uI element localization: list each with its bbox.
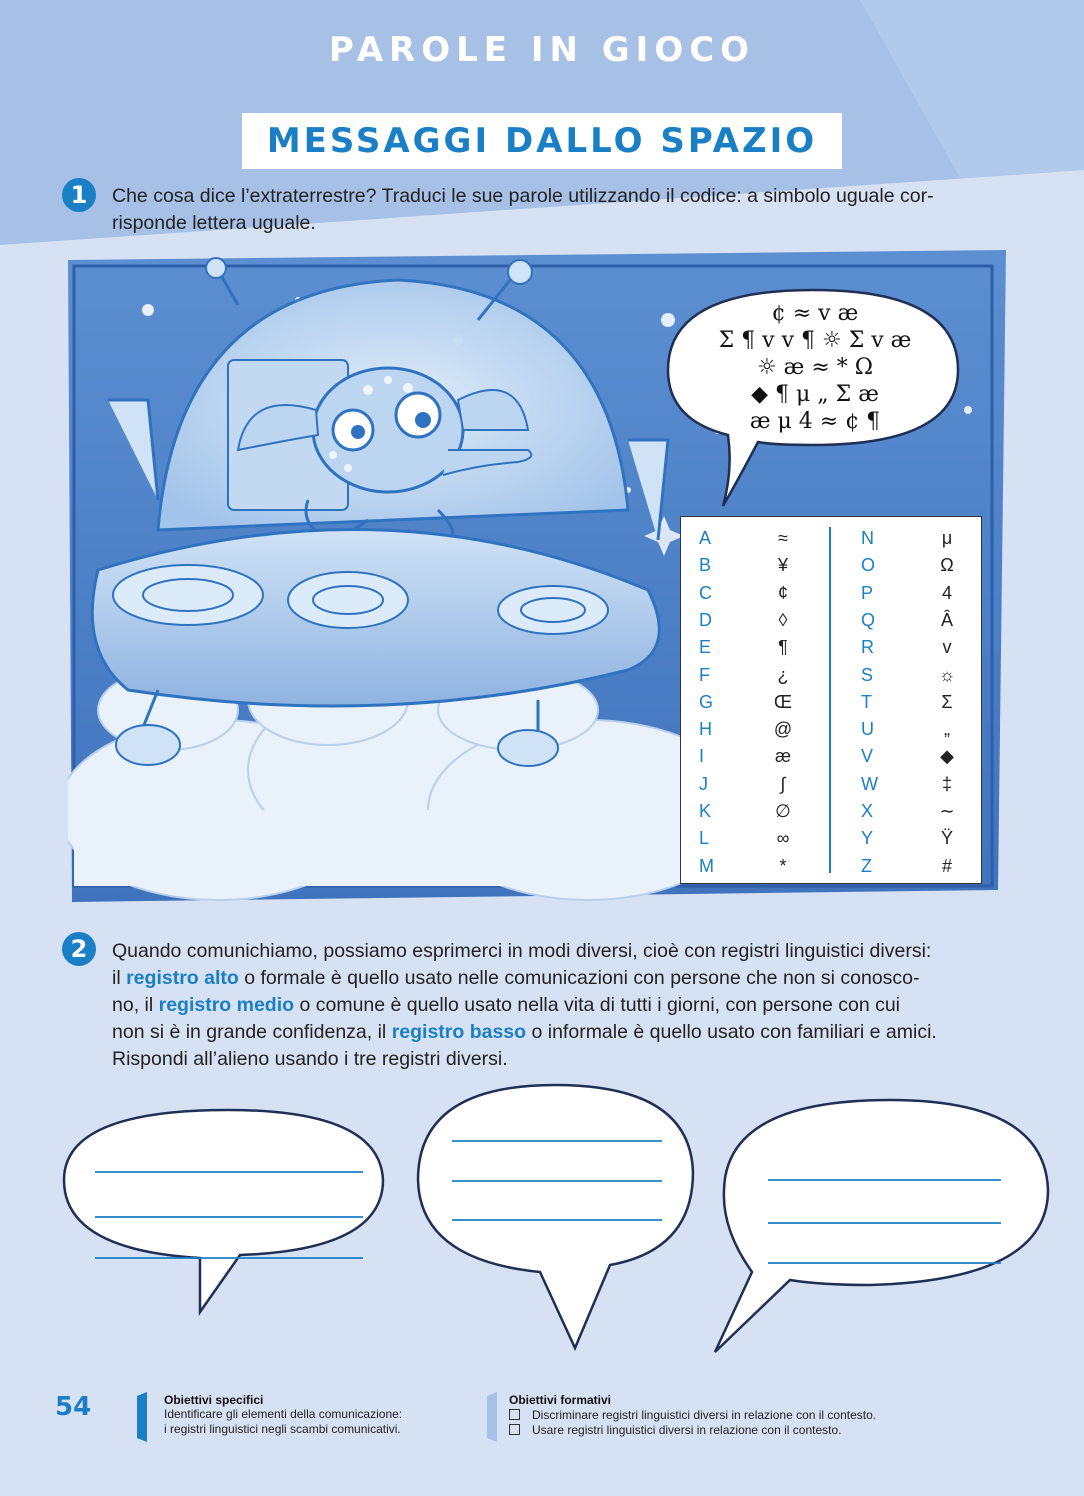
section-title: PAROLE IN GIOCO xyxy=(328,30,756,70)
text-span: o comune è quello usato nella vita di tutti i giorni, con persone con cui xyxy=(294,994,901,1016)
specific-objective-line: Identificare gli elementi della comunicazione: xyxy=(164,1407,403,1421)
keyword-registro-basso: registro basso xyxy=(391,1021,527,1043)
code-letter: J xyxy=(699,773,708,794)
speech-line: ¢ ≈ v æ xyxy=(771,301,859,326)
code-symbol: ≈ xyxy=(778,528,788,548)
code-symbol: „ xyxy=(944,719,950,740)
code-letter: X xyxy=(861,801,874,821)
exercise-1-line2: risponde lettera uguale. xyxy=(112,212,316,234)
keyword-registro-alto: registro alto xyxy=(126,967,239,989)
code-letter: Y xyxy=(861,828,874,849)
page-title: MESSAGGI DALLO SPAZIO xyxy=(266,121,818,161)
answer-bubble-high[interactable] xyxy=(64,1110,383,1312)
code-letter: E xyxy=(699,637,712,658)
exercise-2-badge: 2 xyxy=(62,932,96,966)
code-symbol: Â xyxy=(940,609,953,630)
code-symbol: Ω xyxy=(940,555,954,576)
code-symbol: ¶ xyxy=(778,637,788,658)
checkbox[interactable] xyxy=(509,1424,520,1435)
code-letter: Z xyxy=(861,855,872,876)
code-letter: I xyxy=(699,746,705,767)
text-span: o informale è quello usato con familiari e amici. xyxy=(526,1021,937,1043)
code-letter: O xyxy=(861,555,876,576)
code-letter: F xyxy=(699,664,710,685)
code-symbol: ∅ xyxy=(775,801,791,821)
code-letter: A xyxy=(699,528,712,548)
code-symbol: ¢ xyxy=(777,582,788,603)
code-letter: Q xyxy=(861,609,876,630)
code-symbol: * xyxy=(779,855,787,876)
keyword-registro-medio: registro medio xyxy=(158,994,295,1016)
code-letter: G xyxy=(699,691,714,712)
code-letter: T xyxy=(861,691,872,712)
code-letter: S xyxy=(861,664,874,685)
text-span: no, il xyxy=(112,994,159,1016)
code-symbol: ◊ xyxy=(778,609,788,630)
page-number: 54 xyxy=(55,1392,92,1422)
specific-objective-line: i registri linguistici negli scambi comunicativi. xyxy=(164,1422,401,1436)
formative-objective-text: Discriminare registri linguistici diversi in relazione con il contesto. xyxy=(532,1408,877,1422)
code-symbol: æ xyxy=(774,746,791,767)
specific-objectives-marker xyxy=(137,1392,147,1442)
answer-bubble-low[interactable] xyxy=(715,1100,1048,1352)
formative-objectives-title: Obiettivi formativi xyxy=(509,1393,612,1407)
text-span: o formale è quello usato nelle comunicazioni con persone che non si conosco- xyxy=(238,967,920,989)
speech-line: Σ ¶ v v ¶ ☼ Σ v æ xyxy=(718,328,912,353)
code-symbol: ¿ xyxy=(777,664,789,685)
code-letter: C xyxy=(699,582,712,603)
exercise-2-line2 xyxy=(112,965,1052,992)
code-letter: D xyxy=(699,609,712,630)
code-symbol: μ xyxy=(941,528,953,548)
formative-objective-text: Usare registri linguistici diversi in relazione con il contesto. xyxy=(532,1423,842,1437)
code-letter: B xyxy=(699,555,712,576)
page-title-box xyxy=(242,113,842,169)
speech-line: ☼ æ ≈ * Ω xyxy=(756,355,874,380)
exercise-1-text xyxy=(112,183,1032,237)
code-letter: N xyxy=(861,528,874,548)
code-letter: U xyxy=(861,719,874,740)
exercise-2-line3 xyxy=(112,992,1052,1019)
code-table-divider xyxy=(829,527,831,873)
code-symbol: ◆ xyxy=(940,746,954,767)
code-symbol: ∼ xyxy=(939,801,955,821)
formative-objectives-marker xyxy=(487,1392,497,1442)
alien-speech xyxy=(690,300,940,435)
code-symbol: Œ xyxy=(774,691,792,712)
exercise-1-badge: 1 xyxy=(62,178,96,212)
code-symbol: @ xyxy=(773,719,793,740)
code-letter: M xyxy=(699,855,714,876)
exercise-1-line1: Che cosa dice l’extraterrestre? Traduci le sue parole utilizzando il codice: a simbolo uguale cor- xyxy=(112,185,934,207)
code-symbol: ☼ xyxy=(938,664,956,685)
code-symbol: # xyxy=(941,855,952,876)
formative-objective-item xyxy=(509,1423,841,1437)
code-symbol: Σ xyxy=(941,691,953,712)
code-letter: V xyxy=(861,746,874,767)
code-symbol: 4 xyxy=(941,582,952,603)
text-span: il xyxy=(112,967,127,989)
speech-line: æ μ 4 ≈ ¢ ¶ xyxy=(749,409,881,434)
code-letter: P xyxy=(861,582,874,603)
checkbox[interactable] xyxy=(509,1409,520,1420)
exercise-2-line5: Rispondi all’alieno usando i tre registri diversi. xyxy=(112,1048,508,1070)
exercise-2-text xyxy=(112,938,1052,1073)
speech-line: ◆ ¶ μ „ Σ æ xyxy=(751,382,879,407)
code-symbol: ¥ xyxy=(777,555,788,576)
code-symbol: ‡ xyxy=(941,773,952,794)
code-letter: R xyxy=(861,637,874,658)
specific-objectives-title: Obiettivi specifici xyxy=(164,1393,264,1407)
code-letter: H xyxy=(699,719,712,740)
exercise-2-line4 xyxy=(112,1019,1052,1046)
answer-bubble-medium[interactable] xyxy=(418,1085,693,1348)
code-symbol: ∫ xyxy=(780,773,786,794)
code-symbol: ∞ xyxy=(776,828,790,849)
formative-objective-item xyxy=(509,1408,876,1422)
code-letter: K xyxy=(699,801,712,821)
code-letter: L xyxy=(699,828,710,849)
answer-bubbles xyxy=(0,1080,1084,1380)
code-table xyxy=(680,516,982,884)
text-span: non si è in grande confidenza, il xyxy=(112,1021,392,1043)
code-symbol: v xyxy=(942,637,952,658)
code-letter: W xyxy=(861,773,878,794)
code-symbol: Ÿ xyxy=(940,828,953,849)
exercise-2-line1: Quando comunichiamo, possiamo esprimerci in modi diversi, cioè con registri linguistici diversi: xyxy=(112,940,932,962)
